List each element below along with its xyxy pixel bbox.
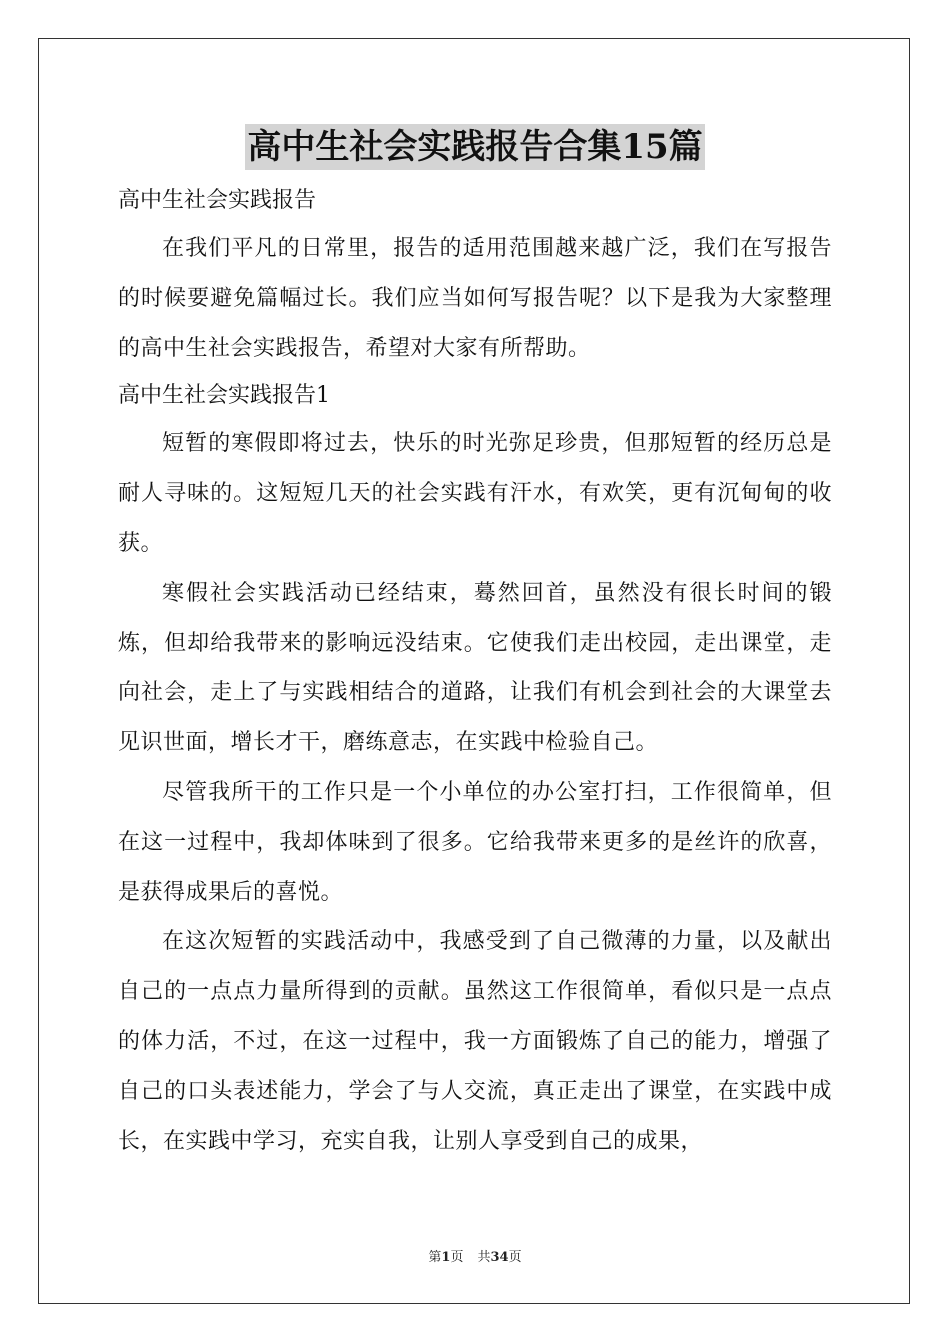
body-paragraph: 在这次短暂的实践活动中，我感受到了自己微薄的力量，以及献出自己的一点点力量所得到的贡献。虽然这工作很简单，看似只是一点点的体力活，不过，在这一过程中，我一方面锻炼了自己的能力，增强了自己的口头表述能力，学会了与人交流，真正走出了课堂，在实践中成长，在实践中学习，充实自我，让别人享受到自己的成果， — [118, 929, 832, 1154]
total-pages-prefix: 共 — [477, 1250, 491, 1265]
title-container — [0, 124, 950, 170]
intro-heading: 高中生社会实践报告 — [118, 188, 317, 213]
body-paragraph: 尽管我所干的工作只是一个小单位的办公室打扫，工作很简单，但在这一过程中，我却体味到了很多。它给我带来更多的是丝许的欣喜，是获得成果后的喜悦。 — [118, 779, 832, 905]
intro-paragraph: 在我们平凡的日常里，报告的适用范围越来越广泛，我们在写报告的时候要避免篇幅过长。我们应当如何写报告呢？以下是我为大家整理的高中生社会实践报告，希望对大家有所帮助。 — [118, 236, 832, 361]
document-title: 高中生社会实践报告合集15篇 — [245, 124, 704, 170]
document-body — [118, 178, 832, 1166]
body-paragraph: 寒假社会实践活动已经结束，蓦然回首，虽然没有很长时间的锻炼，但却给我带来的影响远没结束。它使我们走出校园，走出课堂，走向社会，走上了与实践相结合的道路，让我们有机会到社会的大课堂去见识世面，增长才干，磨练意志，在实践中检验自己。 — [118, 580, 832, 756]
section-heading: 高中生社会实践报告1 — [118, 383, 330, 409]
current-page-number: 1 — [441, 1250, 451, 1265]
body-paragraph: 短暂的寒假即将过去，快乐的时光弥足珍贵，但那短暂的经历总是耐人寻味的。这短短几天的社会实践有汗水，有欢笑，更有沉甸甸的收获。 — [118, 431, 832, 556]
page-footer — [0, 1246, 950, 1265]
total-pages-number: 34 — [490, 1250, 509, 1265]
page-number-prefix: 第 — [428, 1250, 442, 1265]
page-number-suffix: 页 — [450, 1250, 464, 1265]
total-pages-suffix: 页 — [508, 1250, 522, 1265]
